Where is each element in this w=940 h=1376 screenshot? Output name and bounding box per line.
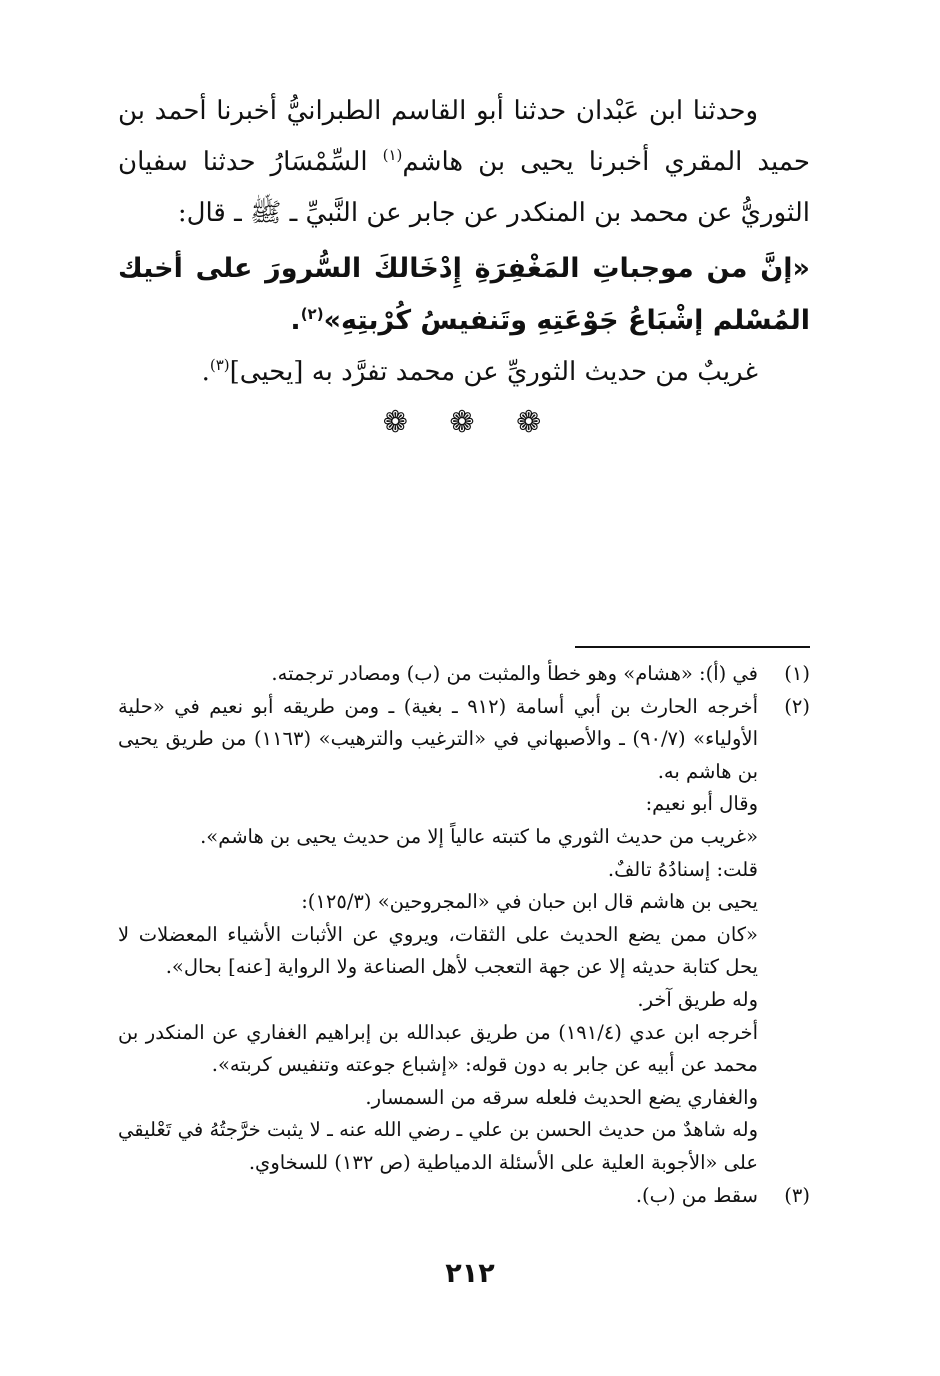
verdict-text: غريبٌ من حديث الثوريِّ عن محمد تفرَّد به [يحيى] xyxy=(229,357,758,387)
footnote-text: في (أ): «هشام» وهو خطأ والمثبت من (ب) ومصادر ترجمته. xyxy=(271,662,758,685)
verdict-paragraph xyxy=(118,347,810,398)
footnote-2 xyxy=(118,691,810,1180)
footnotes xyxy=(118,658,810,1212)
footnote-line: والغفاري يضع الحديث فلعله سرقه من السمسار. xyxy=(365,1085,758,1109)
footnote-number: (٣) xyxy=(784,1183,810,1207)
footnote-line: «كان ممن يضع الحديث على الثقات، ويروي عن الأثبات الأشياء المعضلات لا يحل كتابة حديثه إلا عن جهة التعجب لأهل الصناعة ولا الرواية [عنه] بحال». xyxy=(118,922,758,979)
hadith-matn: «إنَّ من موجباتِ المَغْفِرَةِ إِدْخَالكَ السُّرورَ على أخيك المُسْلم إشْبَاعُ جَوْعَتِهِ وتَنفيسُ كُرْبتِهِ» xyxy=(118,253,810,336)
isnad-text: وحدثنا ابن عَبْدان حدثنا أبو القاسم الطبرانيُّ أخبرنا أحمد بن حميد المقري أخبرنا يحيى بن هاشم xyxy=(118,96,810,177)
footnote-line: وله شاهدٌ من حديث الحسن بن علي ـ رضي الله عنه ـ لا يثبت خرَّجتُهُ في تَعْليقي على «الأجوبة العلية على الأسئلة الدمياطية (ص ١٣٢) للسخاوي. xyxy=(118,1118,758,1174)
footnote-number: (٢) xyxy=(784,694,810,718)
hadith-end-punct: . xyxy=(290,305,301,336)
footnote-text: سقط من (ب). xyxy=(635,1183,758,1207)
section-ornament-icon: ❁ ❁ ❁ xyxy=(382,405,558,440)
footnote-number: (١) xyxy=(784,662,810,685)
isnad-paragraph xyxy=(118,86,810,239)
page-number: ٢١٢ xyxy=(445,1258,495,1289)
footnote-line: وله طريق آخر. xyxy=(637,987,758,1011)
footnote-line: يحيى بن هاشم قال ابن حبان في «المجروحين» (١٢٥/٣): xyxy=(301,890,758,914)
footnote-line: أخرجه الحارث بن أبي أسامة (٩١٢ ـ بغية) ـ ومن طريقه أبو نعيم في «حلية الأولياء» (٩٠/٧) ـ والأصبهاني في «الترغيب والترهيب» (١١٦٣) من طريق يحيى بن هاشم به. xyxy=(118,694,758,783)
hadith-text xyxy=(118,243,810,347)
isnad-text-cont: السِّمْسَارُ حدثنا سفيان الثوريُّ عن محمد بن المنكدر عن جابر عن النَّبيِّ ـ ﷺ ـ قال: xyxy=(118,147,810,228)
footnote-line: قلت: إسنادُهُ تالفٌ. xyxy=(607,857,758,881)
footnote-line: «غريب من حديث الثوري ما كتبته عالياً إلا من حديث يحيى بن هاشم». xyxy=(200,824,758,848)
footnote-ref-2[interactable]: (٢) xyxy=(300,305,324,323)
footnote-1 xyxy=(118,658,810,691)
footnote-ref-3[interactable]: (٣) xyxy=(209,356,230,374)
footnote-line: وقال أبو نعيم: xyxy=(645,792,758,816)
verdict-end-punct: . xyxy=(201,357,210,387)
main-text xyxy=(118,86,810,398)
footnote-ref-1[interactable]: (١) xyxy=(382,146,403,164)
footnote-divider xyxy=(575,646,810,648)
footnote-3 xyxy=(118,1180,810,1213)
footnote-line: أخرجه ابن عدي (١٩١/٤) من طريق عبدالله بن إبراهيم الغفاري عن المنكدر بن محمد عن أبيه عن جابر به دون قوله: «إشباع جوعته وتنفيس كربته». xyxy=(118,1020,758,1077)
